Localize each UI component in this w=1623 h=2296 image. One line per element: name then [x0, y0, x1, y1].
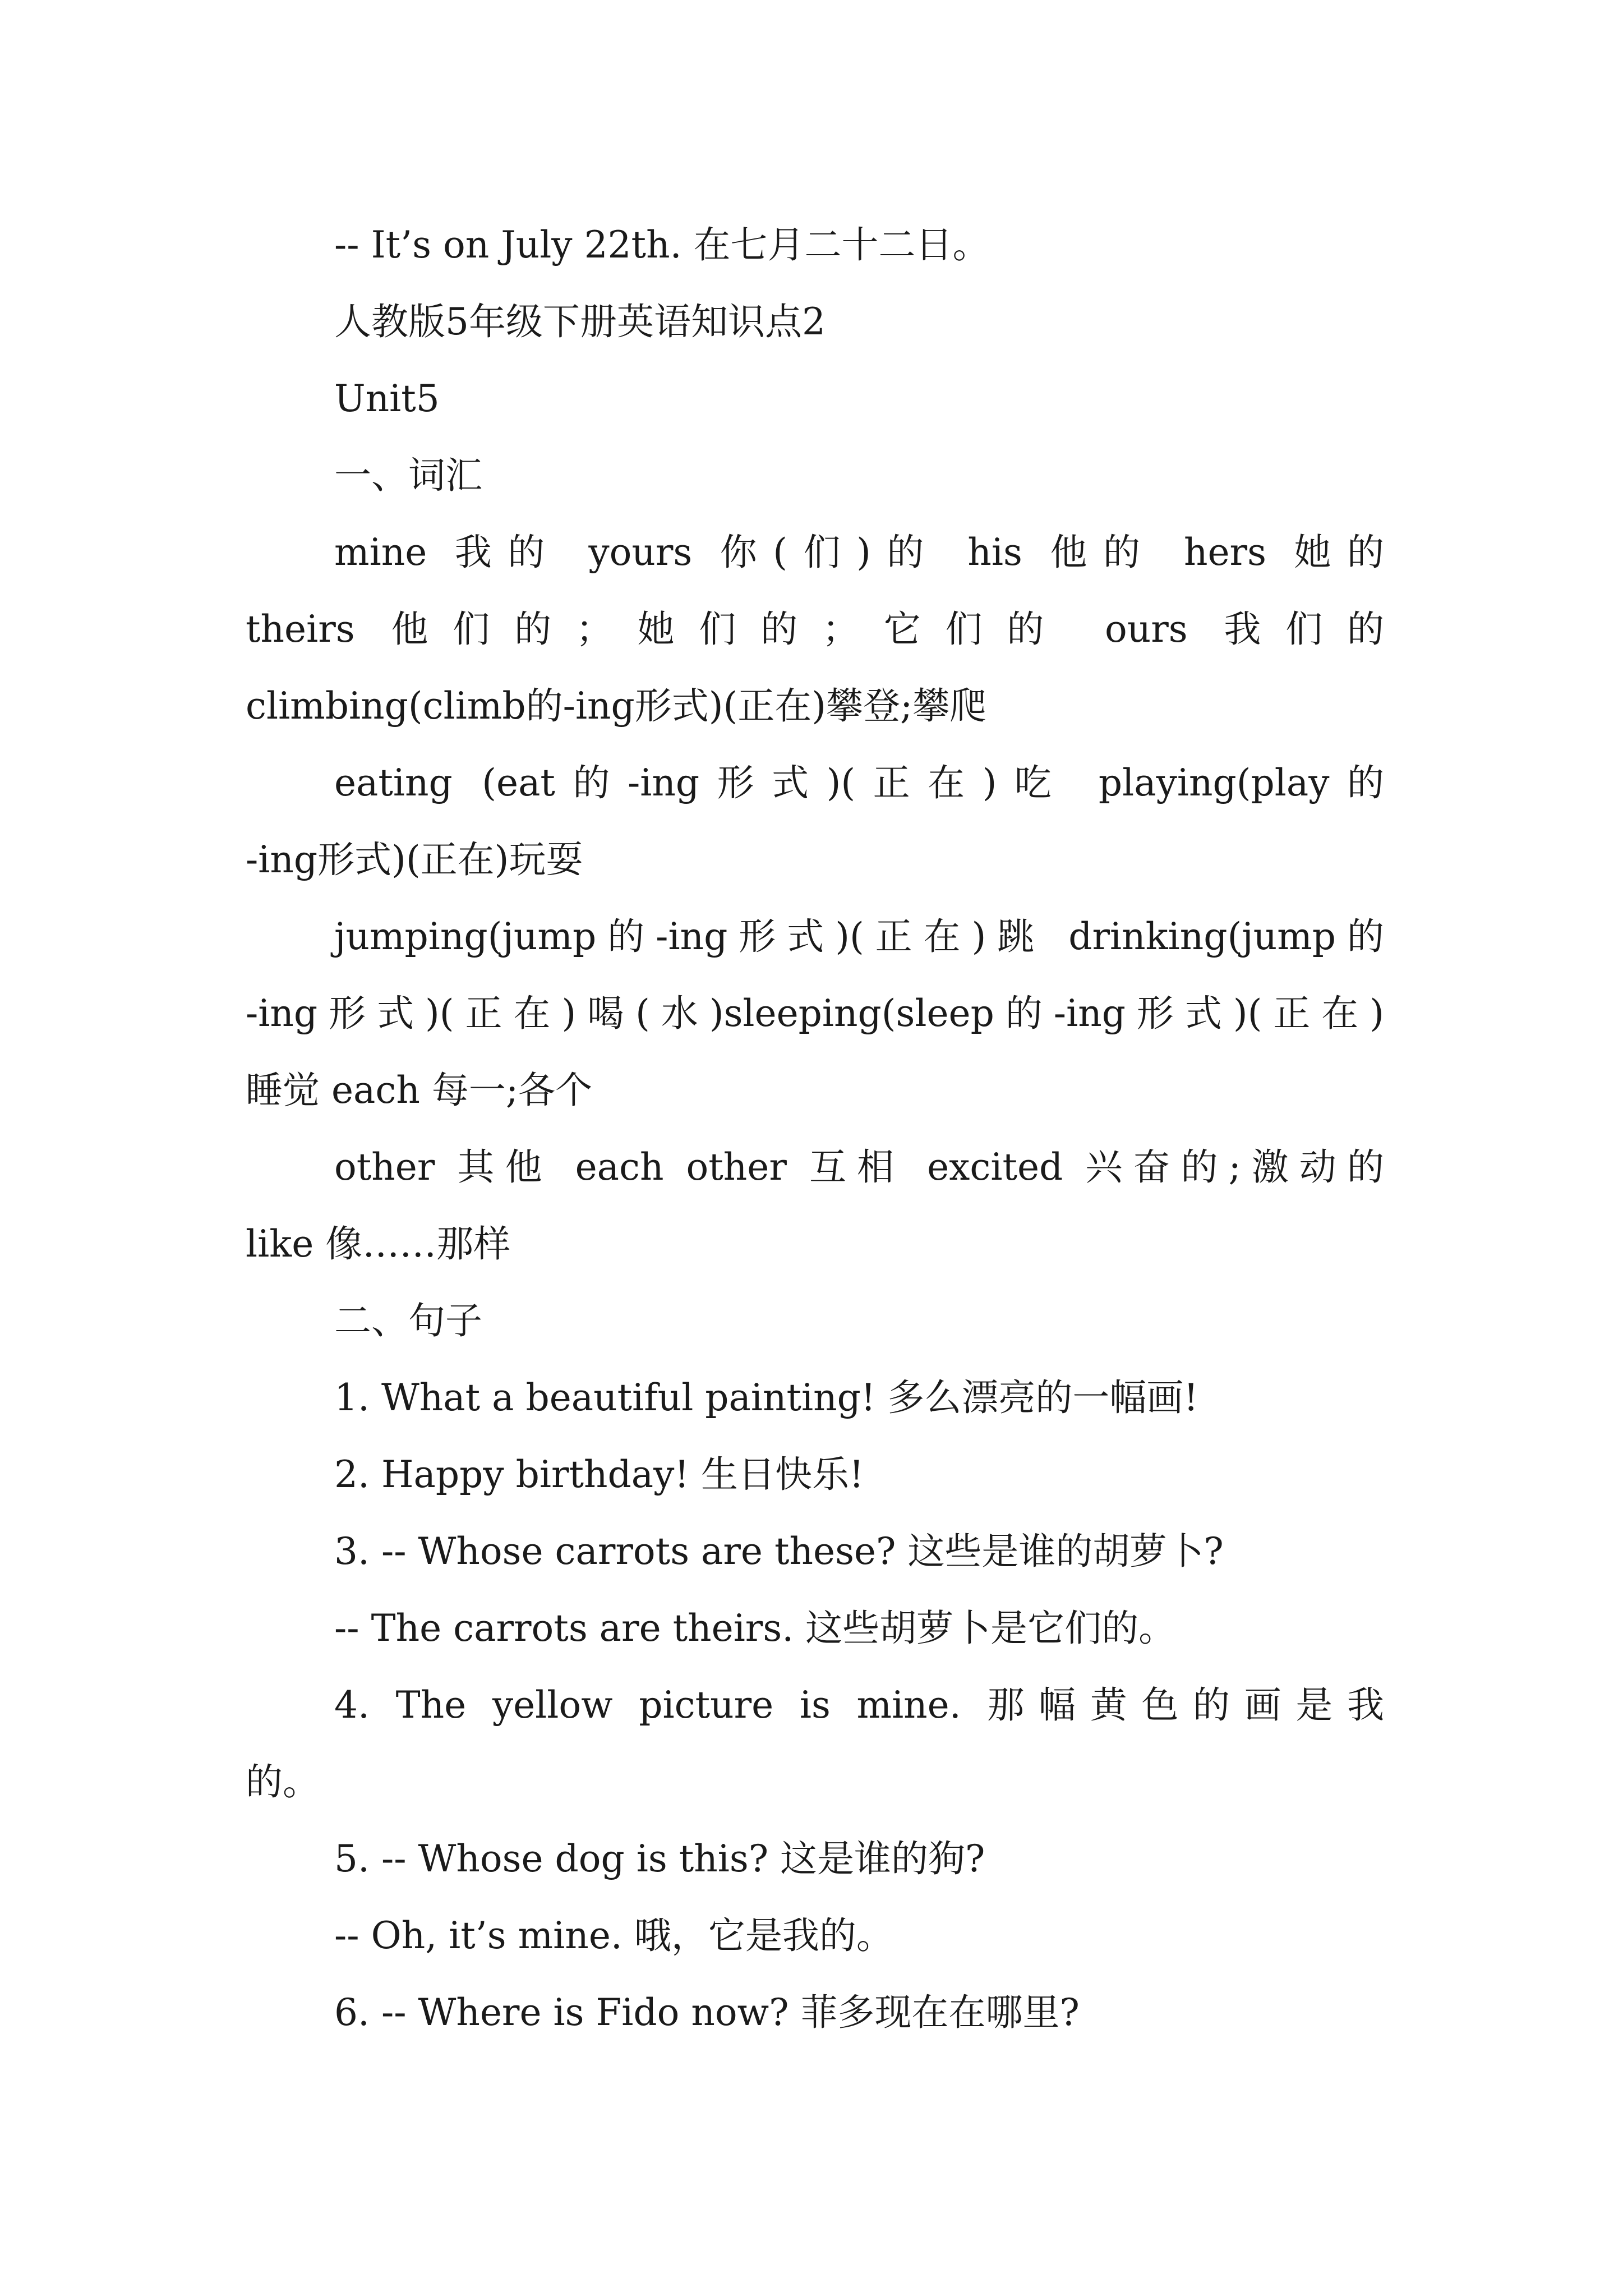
- text-line: mine 我的 yours 你(们)的 his 他的 hers 她的: [334, 531, 1384, 574]
- text-line: -ing形式)(正在)玩耍: [246, 838, 583, 881]
- sentence-item: 1. What a beautiful painting! 多么漂亮的一幅画!: [334, 1376, 1198, 1419]
- text-line: jumping(jump的-ing形式)(正在)跳 drinking(jump的: [334, 915, 1384, 958]
- text-line: theirs 他们的；她们的；它们的 ours 我们的: [246, 608, 1384, 651]
- sentence-item: 3. -- Whose carrots are these? 这些是谁的胡萝卜?: [334, 1530, 1224, 1573]
- sentence-item: -- The carrots are theirs. 这些胡萝卜是它们的。: [334, 1607, 1176, 1650]
- text-line: -- It’s on July 22th. 在七月二十二日。: [334, 223, 990, 266]
- unit-heading: Unit5: [334, 377, 440, 420]
- text-line: like 像……那样: [246, 1222, 511, 1266]
- text-line: climbing(climb的-ing形式)(正在)攀登;攀爬: [246, 684, 987, 728]
- section-heading-vocabulary: 一、词汇: [334, 454, 482, 497]
- text-line: other 其他 each other 互相 excited 兴奋的;激动的: [334, 1145, 1384, 1189]
- text-line: eating (eat的-ing形式)(正在)吃 playing(play的: [334, 761, 1384, 804]
- text-line: -ing形式)(正在)喝(水)sleeping(sleep的-ing形式)(正在): [246, 992, 1384, 1035]
- sentence-item: 6. -- Where is Fido now? 菲多现在在哪里?: [334, 1991, 1080, 2034]
- sentence-item: 的。: [246, 1760, 320, 1803]
- sentence-item: -- Oh, it’s mine. 哦，它是我的。: [334, 1914, 893, 1957]
- document-title: 人教版5年级下册英语知识点2: [334, 300, 826, 343]
- sentence-item: 2. Happy birthday! 生日快乐!: [334, 1453, 864, 1496]
- sentence-item: 4. The yellow picture is mine. 那幅黄色的画是我: [334, 1683, 1384, 1727]
- document-body: [246, 206, 1384, 2051]
- text-line: 睡觉 each 每一;各个: [246, 1069, 593, 1112]
- sentence-item: 5. -- Whose dog is this? 这是谁的狗?: [334, 1837, 985, 1880]
- section-heading-sentences: 二、句子: [334, 1299, 482, 1342]
